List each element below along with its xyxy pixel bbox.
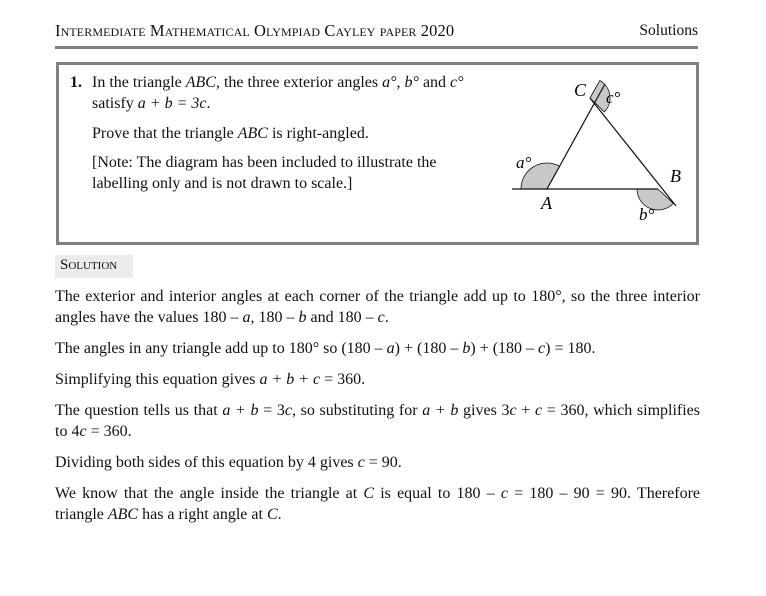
text: We know that the angle inside the triangle at: [55, 485, 364, 502]
text: gives 3: [458, 402, 510, 419]
problem-statement: [70, 72, 485, 202]
text: and 180 –: [306, 309, 378, 326]
solution-paragraph: [55, 369, 700, 390]
page-header: [55, 20, 698, 46]
math-variable: a + b: [422, 402, 459, 419]
math-variable: C: [363, 485, 375, 502]
angle-label-a: a°: [516, 153, 532, 172]
solution-heading: [55, 255, 133, 278]
text: +: [516, 402, 535, 419]
math-variable: c: [509, 402, 517, 419]
text: In the triangle: [92, 74, 186, 91]
text: ,: [396, 74, 405, 91]
math-variable: c: [538, 340, 546, 357]
text: ) + (180 –: [394, 340, 463, 357]
text: The exterior and interior angles at each corner of the triangle add up to 180°, so the three interior angles have the values 180 –: [55, 288, 700, 326]
solution-heading-text: Solution: [60, 257, 118, 273]
problem-task: [92, 123, 485, 144]
text: = 360.: [320, 371, 366, 388]
solution-paragraph: [55, 400, 700, 442]
angle-label-b: b°: [639, 205, 655, 224]
problem-note: [Note: The diagram has been included to illustrate the labelling only and is not drawn to scale.]: [92, 154, 437, 192]
triangle-diagram: [506, 70, 686, 230]
text: Prove that the triangle: [92, 125, 238, 142]
section-label: Solutions: [639, 22, 698, 39]
paper-title: Intermediate Mathematical Olympiad Cayley paper 2020: [55, 21, 455, 40]
math-variable: C: [266, 506, 278, 523]
text: .: [277, 506, 282, 523]
text: = 180 – 90 = 90. Therefore triangle: [55, 485, 700, 523]
solution-body: [55, 286, 700, 535]
text: has a right angle at: [138, 506, 267, 523]
math-variable: c: [284, 402, 292, 419]
problem-number: 1.: [70, 74, 82, 91]
solution-paragraph: [55, 483, 700, 525]
math-triangle: ABC: [185, 74, 216, 91]
text: , the three exterior angles: [215, 74, 383, 91]
math-variable: c: [377, 309, 385, 326]
math-variable: a: [242, 309, 251, 326]
header-divider: [55, 46, 698, 49]
math-variable: c: [357, 454, 365, 471]
text: .: [206, 95, 211, 112]
math-variable: a: [386, 340, 395, 357]
math-variable: c: [534, 402, 543, 419]
math-variable: c: [79, 423, 87, 440]
text: ) = 180.: [545, 340, 596, 357]
text: .: [384, 309, 389, 326]
angle-label-c: c°: [606, 88, 621, 107]
math-angle-c: c°: [450, 74, 464, 91]
problem-box: [56, 62, 699, 245]
math-variable: a + b + c: [259, 371, 321, 388]
math-variable: b: [298, 309, 307, 326]
text: is equal to 180 –: [374, 485, 501, 502]
vertex-label-c: C: [574, 80, 587, 100]
vertex-label-b: B: [670, 166, 681, 186]
text: is right-angled.: [267, 125, 369, 142]
text: = 90.: [364, 454, 402, 471]
vertex-label-a: A: [541, 193, 552, 213]
math-angle-a: a°: [382, 74, 397, 91]
math-variable: ABC: [107, 506, 139, 523]
text: Dividing both sides of this equation by 4 gives: [55, 454, 358, 471]
side-cb-line: [590, 98, 676, 206]
math-angle-b: b°: [404, 74, 419, 91]
text: = 3: [258, 402, 285, 419]
solution-paragraph: [55, 286, 700, 328]
math-variable: c: [500, 485, 508, 502]
math-variable: b: [462, 340, 471, 357]
math-condition: a + b = 3c: [137, 95, 207, 112]
text: The question tells us that: [55, 402, 223, 419]
text: ) + (180 –: [470, 340, 539, 357]
text: , 180 –: [250, 309, 299, 326]
text: = 360, which simplifies to 4: [55, 402, 700, 440]
text: , so substituting for: [291, 402, 423, 419]
text: = 360.: [86, 423, 132, 440]
text: and: [418, 74, 451, 91]
text: satisfy: [92, 95, 138, 112]
math-variable: a + b: [222, 402, 259, 419]
solution-paragraph: [55, 452, 700, 473]
solution-paragraph: [55, 338, 700, 359]
text: Simplifying this equation gives: [55, 371, 260, 388]
math-triangle: ABC: [237, 125, 268, 142]
problem-question: [92, 72, 485, 114]
text: The angles in any triangle add up to 180° so (180 –: [55, 340, 387, 357]
